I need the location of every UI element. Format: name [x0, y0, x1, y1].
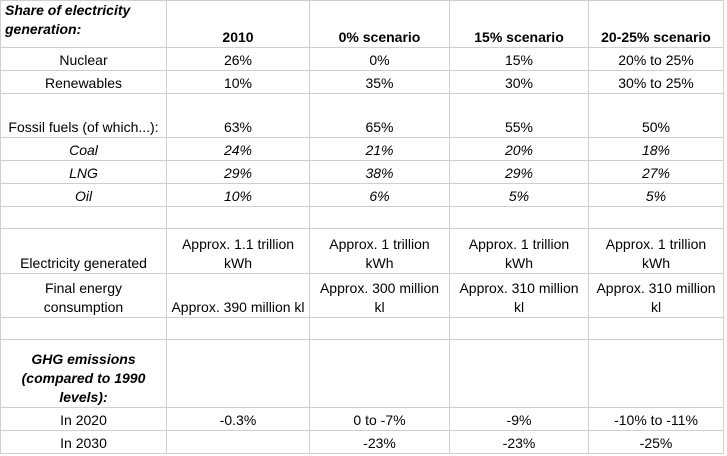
- table-cell: 27%: [589, 161, 724, 184]
- table-row: [1, 184, 724, 207]
- empty-cell: [167, 207, 310, 229]
- table-cell: 20% to 25%: [589, 48, 724, 71]
- row-label: In 2020: [1, 408, 167, 431]
- row-label: Coal: [1, 138, 167, 161]
- header-row: [1, 1, 724, 48]
- table-cell: -23%: [310, 431, 450, 454]
- table-cell: 30%: [450, 71, 589, 94]
- table-cell: 55%: [450, 94, 589, 138]
- table-cell: Approx. 1 trillion kWh: [450, 229, 589, 274]
- table-cell: 5%: [589, 184, 724, 207]
- table-cell: 50%: [589, 94, 724, 138]
- table-cell: 6%: [310, 184, 450, 207]
- table-cell: -0.3%: [167, 408, 310, 431]
- row-label: Final energy consumption: [1, 274, 167, 318]
- empty-cell: [589, 207, 724, 229]
- table-row: [1, 431, 724, 454]
- table-cell: Approx. 300 million kl: [310, 274, 450, 318]
- table-cell: 18%: [589, 138, 724, 161]
- table-cell: 5%: [450, 184, 589, 207]
- table-cell: 0 to -7%: [310, 408, 450, 431]
- table-cell: 38%: [310, 161, 450, 184]
- empty-cell: [167, 340, 310, 408]
- spacer-row: [1, 318, 724, 340]
- table-cell: 26%: [167, 48, 310, 71]
- table-row: [1, 274, 724, 318]
- table-cell: 29%: [450, 161, 589, 184]
- empty-cell: [450, 340, 589, 408]
- column-header-20-25pct: 20-25% scenario: [589, 1, 724, 48]
- table-cell: -9%: [450, 408, 589, 431]
- row-label: Nuclear: [1, 48, 167, 71]
- table-cell: 20%: [450, 138, 589, 161]
- table-cell: -25%: [589, 431, 724, 454]
- empty-cell: [1, 207, 167, 229]
- table-cell: 15%: [450, 48, 589, 71]
- table-cell: 21%: [310, 138, 450, 161]
- empty-cell: [589, 318, 724, 340]
- empty-cell: [310, 207, 450, 229]
- table-cell: -23%: [450, 431, 589, 454]
- table-row: [1, 48, 724, 71]
- table-row: [1, 94, 724, 138]
- table-cell: Approx. 310 million kl: [450, 274, 589, 318]
- spacer-row: [1, 207, 724, 229]
- row-label: Renewables: [1, 71, 167, 94]
- ghg-header-row: [1, 340, 724, 408]
- empty-cell: [310, 340, 450, 408]
- table-cell: 24%: [167, 138, 310, 161]
- table-row: [1, 229, 724, 274]
- table-cell: 10%: [167, 184, 310, 207]
- table-cell: Approx. 1 trillion kWh: [589, 229, 724, 274]
- column-header-2010: 2010: [167, 1, 310, 48]
- empty-cell: [450, 318, 589, 340]
- table-cell: Approx. 390 million kl: [167, 274, 310, 318]
- table-cell: [167, 431, 310, 454]
- row-label: In 2030: [1, 431, 167, 454]
- row-label: Fossil fuels (of which...):: [1, 94, 167, 138]
- column-header-0pct: 0% scenario: [310, 1, 450, 48]
- table-row: [1, 138, 724, 161]
- table-cell: 65%: [310, 94, 450, 138]
- table-cell: 63%: [167, 94, 310, 138]
- empty-cell: [167, 318, 310, 340]
- table-cell: 0%: [310, 48, 450, 71]
- table-cell: 10%: [167, 71, 310, 94]
- table-cell: Approx. 1.1 trillion kWh: [167, 229, 310, 274]
- table-cell: 29%: [167, 161, 310, 184]
- table-cell: -10% to -11%: [589, 408, 724, 431]
- table-row: [1, 161, 724, 184]
- table-row: [1, 408, 724, 431]
- table-cell: Approx. 1 trillion kWh: [310, 229, 450, 274]
- empty-cell: [310, 318, 450, 340]
- row-label: LNG: [1, 161, 167, 184]
- row-label: Oil: [1, 184, 167, 207]
- ghg-section-label: GHG emissions (compared to 1990 levels):: [1, 340, 167, 408]
- row-label: Electricity generated: [1, 229, 167, 274]
- empty-cell: [450, 207, 589, 229]
- table-cell: 30% to 25%: [589, 71, 724, 94]
- table-cell: 35%: [310, 71, 450, 94]
- header-label: Share of electricity generation:: [1, 1, 167, 48]
- table-cell: Approx. 310 million kl: [589, 274, 724, 318]
- table-row: [1, 71, 724, 94]
- column-header-15pct: 15% scenario: [450, 1, 589, 48]
- empty-cell: [1, 318, 167, 340]
- empty-cell: [589, 340, 724, 408]
